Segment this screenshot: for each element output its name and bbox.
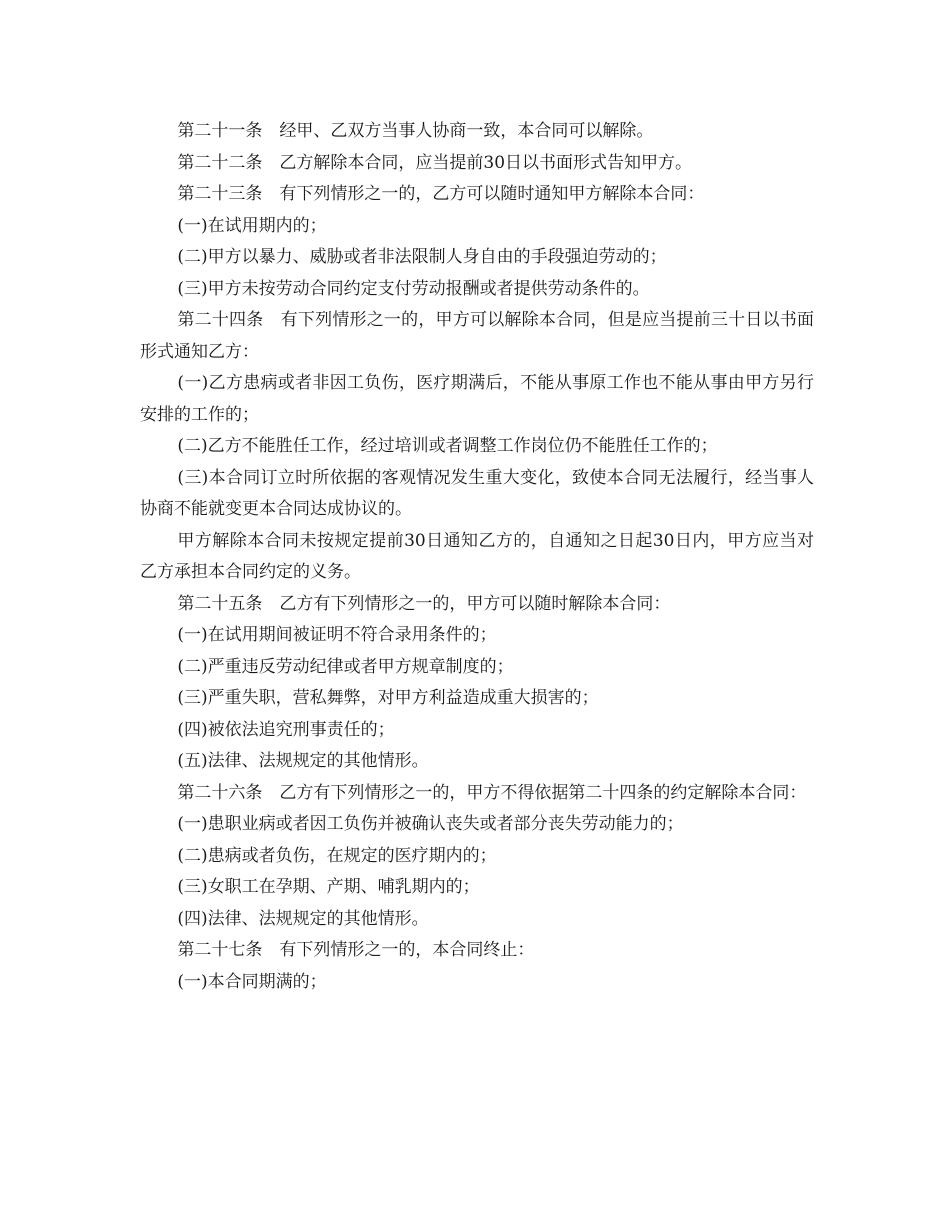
article-25: 第二十五条 乙方有下列情形之一的，甲方可以随时解除本合同： [177, 593, 671, 614]
article-23-item-3: (三)甲方未按劳动合同约定支付劳动报酬或者提供劳动条件的。 [177, 278, 650, 299]
article-22: 第二十二条 乙方解除本合同，应当提前30日以书面形式告知甲方。 [177, 152, 693, 173]
article-27: 第二十七条 有下列情形之一的，本合同终止： [177, 940, 535, 960]
article-23-item-2: (二)甲方以暴力、威胁或者非法限制人身自由的手段强迫劳动的； [177, 247, 667, 267]
article-26: 第二十六条 乙方有下列情形之一的，甲方不得依据第二十四条的约定解除本合同： [177, 782, 807, 803]
article-26-item-1: (一)患职业病或者因工负伤并被确认丧失或者部分丧失劳动能力的； [177, 814, 684, 834]
article-25-item-5: (五)法律、法规规定的其他情形。 [177, 751, 429, 771]
article-25-item-1: (一)在试用期间被证明不符合录用条件的； [177, 625, 497, 645]
article-26-item-3: (三)女职工在孕期、产期、哺乳期内的； [177, 877, 480, 897]
article-24-item-3: (三)本合同订立时所依据的客观情况发生重大变化，致使本合同无法履行，经当事人协商不能就变更本合同达成协议的。 [140, 467, 814, 519]
article-27-item-1: (一)本合同期满的； [177, 971, 327, 992]
article-24-note: 甲方解除本合同未按规定提前30日通知乙方的，自通知之日起30日内，甲方应当对乙方承担本合同约定的义务。 [140, 530, 814, 582]
document-body [140, 116, 814, 998]
article-24-item-1: (一)乙方患病或者非因工负伤，医疗期满后，不能从事原工作也不能从事由甲方另行安排的工作的； [140, 373, 814, 425]
article-26-item-4: (四)法律、法规规定的其他情形。 [177, 908, 429, 929]
article-26-item-2: (二)患病或者负伤，在规定的医疗期内的； [177, 845, 497, 866]
article-21: 第二十一条 经甲、乙双方当事人协商一致，本合同可以解除。 [177, 121, 654, 141]
article-24-item-2: (二)乙方不能胜任工作，经过培训或者调整工作岗位仍不能胜任工作的； [177, 436, 718, 456]
article-23: 第二十三条 有下列情形之一的，乙方可以随时通知甲方解除本合同： [177, 184, 705, 204]
article-25-item-4: (四)被依法追究刑事责任的； [177, 719, 395, 740]
article-25-item-3: (三)严重失职，营私舞弊，对甲方利益造成重大损害的； [177, 688, 599, 708]
article-24: 第二十四条 有下列情形之一的，甲方可以解除本合同，但是应当提前三十日以书面形式通知乙方： [140, 310, 814, 362]
article-23-item-1: (一)在试用期内的； [177, 215, 327, 236]
article-25-item-2: (二)严重违反劳动纪律或者甲方规章制度的； [177, 656, 514, 677]
